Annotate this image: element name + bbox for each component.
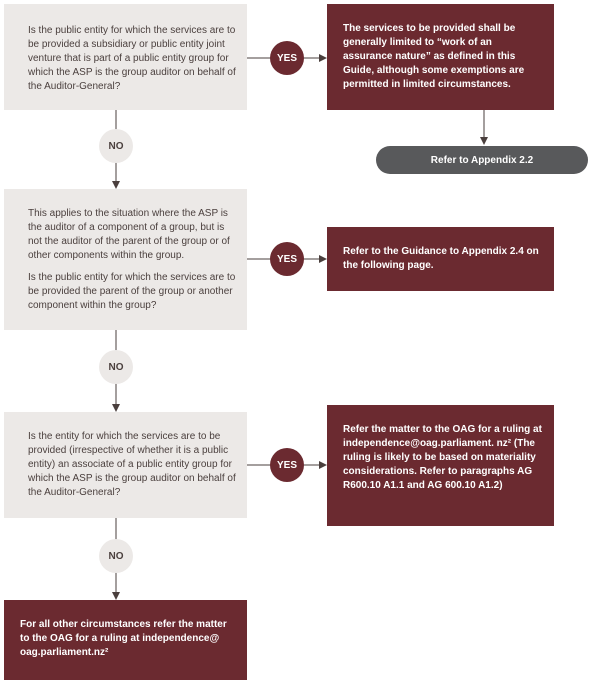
no-label-1: NO bbox=[108, 140, 124, 152]
yes-circle-3 bbox=[270, 448, 304, 482]
yes-label-2: YES bbox=[276, 253, 297, 265]
answer2-text: Refer to the Guidance to Appendix 2.4 on the following page. bbox=[343, 246, 539, 271]
yes-circle-1 bbox=[270, 41, 304, 75]
no-circle-1 bbox=[99, 129, 133, 163]
no-circle-3 bbox=[99, 539, 133, 573]
no-circle-2 bbox=[99, 350, 133, 384]
question2-para1: This applies to the situation where the ASP is the auditor of a component of a group, but is not the auditor of the parent of the group or of other components within the group. bbox=[28, 208, 230, 261]
no-label-3: NO bbox=[108, 550, 124, 562]
answer2-box bbox=[327, 227, 554, 291]
answer1-box bbox=[327, 4, 554, 110]
appendix-2-2-label: Refer to Appendix 2.2 bbox=[430, 154, 534, 166]
yes-circle-2 bbox=[270, 242, 304, 276]
question3-text: Is the entity for which the services are to be provided (irrespective of whether it is a public entity) an associate of a public entity group for which the ASP is the group auditor on behalf of the Auditor-General? bbox=[28, 431, 236, 498]
question3-box bbox=[4, 412, 247, 518]
question1-box bbox=[4, 4, 247, 110]
answer3-text: Refer the matter to the OAG for a ruling at independence@oag.parliament. nz² (The ruling is likely to be based on materiality considerations. Refer to paragraphs AG R600.10 A1.1 and AG 600.10 A1.2) bbox=[343, 424, 542, 491]
question2-para2: Is the public entity for which the services are to be provided the parent of the group or another component within the group? bbox=[28, 272, 236, 311]
appendix-2-2-button[interactable] bbox=[376, 146, 588, 174]
question1-text: Is the public entity for which the services are to be provided a subsidiary or public entity joint venture that is part of a public entity group for which the ASP is the group auditor on behalf of the Auditor-General? bbox=[28, 25, 236, 92]
final-text: For all other circumstances refer the matter to the OAG for a ruling at independence@ oag.parliament.nz² bbox=[20, 619, 227, 658]
answer1-text: The services to be provided shall be generally limited to “work of an assurance nature” as defined in this Guide, although some exemptions are permitted in limited circumstances. bbox=[343, 23, 525, 90]
yes-label-1: YES bbox=[276, 52, 297, 64]
final-box bbox=[4, 600, 247, 680]
answer3-box bbox=[327, 405, 554, 526]
no-label-2: NO bbox=[108, 361, 124, 373]
question2-box bbox=[4, 189, 247, 330]
yes-label-3: YES bbox=[276, 459, 297, 471]
